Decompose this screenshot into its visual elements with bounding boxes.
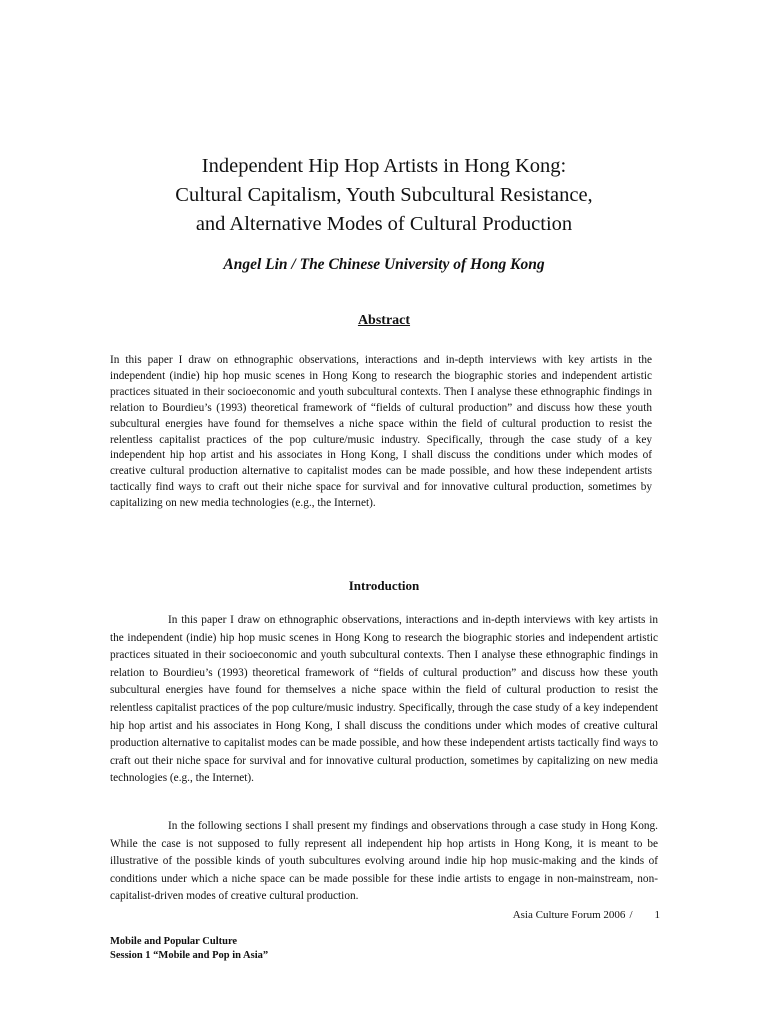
introduction-paragraph-2: In the following sections I shall present my findings and observations through a case study in Hong Kong. While the case is not supposed to fully represent all independent hip hop artists in Hong Kong, it is meant to be illustrative of the possible kinds of youth subcultures evolving around indie hip hop music-making and the kinds of conditions under which a niche space can be made possible for these indie artists to engage in non-mainstream, non-capitalist-driven modes of creative cultural production. [110, 820, 658, 903]
author-affiliation: Angel Lin / The Chinese University of Hong Kong [223, 256, 545, 273]
introduction-heading: Introduction [348, 578, 420, 593]
paper-title [60, 152, 708, 239]
title-line-3: and Alternative Modes of Cultural Production [195, 213, 573, 235]
session-name: Session 1 “Mobile and Pop in Asia” [110, 950, 269, 961]
page-number: 1 [654, 909, 660, 921]
running-head: Asia Culture Forum 2006 [512, 909, 626, 921]
footer-slash: / [629, 909, 633, 921]
abstract-body: In this paper I draw on ethnographic observations, interactions and in-depth interviews with key artists in the independent (indie) hip hop music scenes in Hong Kong to research the biographic stories and independent artistic practices situated in their socioeconomic and youth subcultural contexts. Then I analyse these ethnographic findings in relation to Bourdieu’s (1993) theoretical framework of “fields of cultural production” and discuss how these youth subcultural energies have found for themselves a niche space within the field of cultural production to resist the relentless capitalist practices of the pop culture/music industry. Specifically, through the case study of a key independent hip hop artist and his associates in Hong Kong, I shall discuss the conditions under which modes of creative cultural production alternative to capitalist modes can be made possible, and how these independent artists tactically find ways to craft out their niche space for survival and for innovative cultural production, sometimes by capitalizing on new media technologies (e.g., the Internet). [110, 354, 652, 510]
title-line-1: Independent Hip Hop Artists in Hong Kong: [201, 155, 567, 177]
title-line-2: Cultural Capitalism, Youth Subcultural Resistance, [175, 184, 593, 206]
abstract-heading: Abstract [357, 313, 411, 328]
session-info [110, 935, 268, 963]
introduction-paragraph-1: In this paper I draw on ethnographic observations, interactions and in-depth interviews with key artists in the independent (indie) hip hop music scenes in Hong Kong to research the biographic stories and independent artistic practices situated in their socioeconomic and youth subcultural contexts. Then I analyse these ethnographic findings in relation to Bourdieu’s (1993) theoretical framework of “fields of cultural production” and discuss how these youth subcultural energies have found for themselves a niche space within the field of cultural production to resist the relentless capitalist practices of the pop culture/music industry. Specifically, through the case study of a key independent hip hop artist and his associates in Hong Kong, I shall discuss the conditions under which modes of creative cultural production alternative to capitalist modes can be made possible, and how these independent artists tactically find ways to craft out their niche space for survival and for innovative cultural production, sometimes by capitalizing on new media technologies (e.g., the Internet). [110, 614, 658, 785]
panel-name: Mobile and Popular Culture [110, 936, 238, 947]
running-footer [513, 909, 660, 921]
